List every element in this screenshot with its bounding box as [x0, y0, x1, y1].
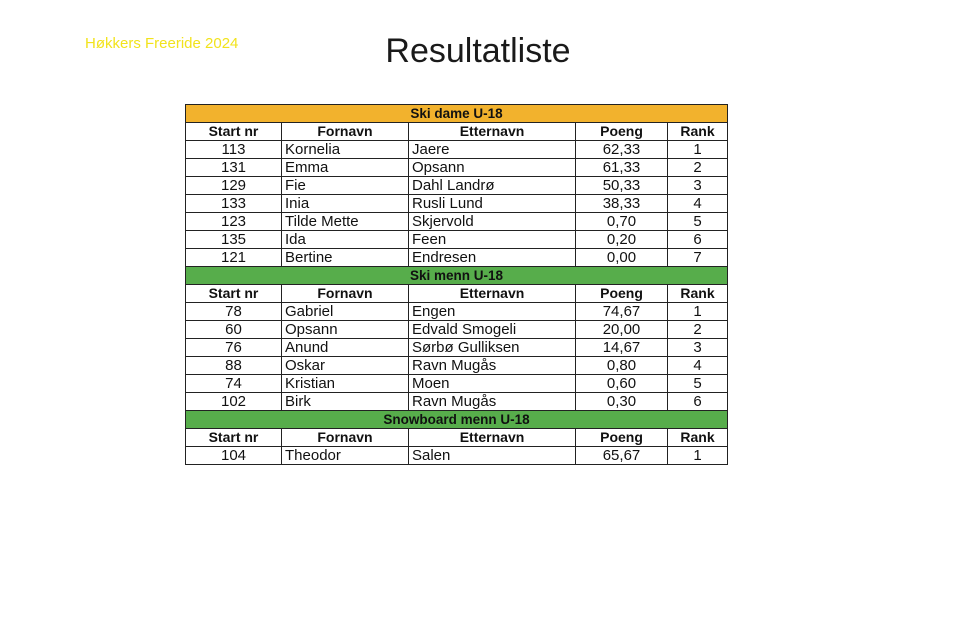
cell-rank: 5	[668, 213, 728, 231]
column-header-first: Fornavn	[282, 285, 409, 303]
cell-first: Ida	[282, 231, 409, 249]
cell-points: 0,20	[576, 231, 668, 249]
cell-rank: 3	[668, 177, 728, 195]
table-row	[186, 141, 728, 159]
cell-last: Ravn Mugås	[409, 357, 576, 375]
cell-start: 123	[186, 213, 282, 231]
table-row	[186, 177, 728, 195]
cell-rank: 1	[668, 447, 728, 465]
cell-start: 74	[186, 375, 282, 393]
cell-first: Inia	[282, 195, 409, 213]
cell-first: Theodor	[282, 447, 409, 465]
cell-last: Opsann	[409, 159, 576, 177]
table-row	[186, 303, 728, 321]
cell-rank: 1	[668, 303, 728, 321]
cell-first: Kornelia	[282, 141, 409, 159]
cell-first: Kristian	[282, 375, 409, 393]
cell-first: Opsann	[282, 321, 409, 339]
section-header	[186, 267, 728, 285]
table-row	[186, 339, 728, 357]
cell-start: 131	[186, 159, 282, 177]
cell-start: 135	[186, 231, 282, 249]
cell-first: Oskar	[282, 357, 409, 375]
cell-rank: 2	[668, 159, 728, 177]
column-header-start: Start nr	[186, 123, 282, 141]
cell-rank: 6	[668, 393, 728, 411]
table-row	[186, 195, 728, 213]
cell-points: 0,60	[576, 375, 668, 393]
cell-rank: 5	[668, 375, 728, 393]
column-header-rank: Rank	[668, 123, 728, 141]
cell-start: 102	[186, 393, 282, 411]
cell-last: Edvald Smogeli	[409, 321, 576, 339]
table-row	[186, 447, 728, 465]
cell-last: Dahl Landrø	[409, 177, 576, 195]
cell-last: Engen	[409, 303, 576, 321]
column-header-row	[186, 123, 728, 141]
cell-start: 88	[186, 357, 282, 375]
cell-rank: 3	[668, 339, 728, 357]
cell-points: 0,80	[576, 357, 668, 375]
cell-points: 65,67	[576, 447, 668, 465]
column-header-rank: Rank	[668, 285, 728, 303]
cell-start: 76	[186, 339, 282, 357]
cell-last: Salen	[409, 447, 576, 465]
section-header	[186, 411, 728, 429]
table-row	[186, 321, 728, 339]
table-row	[186, 249, 728, 267]
cell-start: 60	[186, 321, 282, 339]
table-row	[186, 231, 728, 249]
cell-rank: 4	[668, 357, 728, 375]
event-name: Høkkers Freeride 2024	[85, 35, 239, 52]
column-header-last: Etternavn	[409, 123, 576, 141]
column-header-points: Poeng	[576, 123, 668, 141]
column-header-row	[186, 285, 728, 303]
cell-first: Bertine	[282, 249, 409, 267]
cell-rank: 6	[668, 231, 728, 249]
cell-rank: 4	[668, 195, 728, 213]
cell-points: 0,70	[576, 213, 668, 231]
column-header-first: Fornavn	[282, 429, 409, 447]
column-header-start: Start nr	[186, 285, 282, 303]
cell-points: 74,67	[576, 303, 668, 321]
cell-points: 61,33	[576, 159, 668, 177]
table-row	[186, 375, 728, 393]
cell-points: 0,30	[576, 393, 668, 411]
section-title: Snowboard menn U-18	[186, 411, 728, 429]
cell-first: Tilde Mette	[282, 213, 409, 231]
section-title: Ski menn U-18	[186, 267, 728, 285]
cell-last: Sørbø Gulliksen	[409, 339, 576, 357]
column-header-first: Fornavn	[282, 123, 409, 141]
cell-points: 14,67	[576, 339, 668, 357]
table-row	[186, 213, 728, 231]
column-header-last: Etternavn	[409, 285, 576, 303]
cell-points: 38,33	[576, 195, 668, 213]
cell-start: 121	[186, 249, 282, 267]
cell-rank: 7	[668, 249, 728, 267]
table-row	[186, 159, 728, 177]
cell-last: Skjervold	[409, 213, 576, 231]
cell-points: 0,00	[576, 249, 668, 267]
cell-last: Endresen	[409, 249, 576, 267]
column-header-rank: Rank	[668, 429, 728, 447]
cell-start: 113	[186, 141, 282, 159]
results-table	[185, 104, 728, 465]
table-row	[186, 393, 728, 411]
cell-start: 129	[186, 177, 282, 195]
cell-points: 50,33	[576, 177, 668, 195]
section-header	[186, 105, 728, 123]
cell-last: Feen	[409, 231, 576, 249]
column-header-points: Poeng	[576, 285, 668, 303]
cell-points: 62,33	[576, 141, 668, 159]
cell-start: 78	[186, 303, 282, 321]
page-title-text: Resultatliste	[385, 32, 571, 70]
cell-first: Anund	[282, 339, 409, 357]
column-header-points: Poeng	[576, 429, 668, 447]
cell-first: Fie	[282, 177, 409, 195]
cell-last: Ravn Mugås	[409, 393, 576, 411]
cell-rank: 2	[668, 321, 728, 339]
column-header-start: Start nr	[186, 429, 282, 447]
cell-start: 133	[186, 195, 282, 213]
results-body	[186, 105, 728, 465]
page-title	[0, 32, 966, 71]
cell-last: Jaere	[409, 141, 576, 159]
cell-points: 20,00	[576, 321, 668, 339]
cell-last: Rusli Lund	[409, 195, 576, 213]
cell-first: Birk	[282, 393, 409, 411]
cell-last: Moen	[409, 375, 576, 393]
cell-rank: 1	[668, 141, 728, 159]
column-header-last: Etternavn	[409, 429, 576, 447]
cell-start: 104	[186, 447, 282, 465]
section-title: Ski dame U-18	[186, 105, 728, 123]
cell-first: Gabriel	[282, 303, 409, 321]
column-header-row	[186, 429, 728, 447]
table-row	[186, 357, 728, 375]
cell-first: Emma	[282, 159, 409, 177]
